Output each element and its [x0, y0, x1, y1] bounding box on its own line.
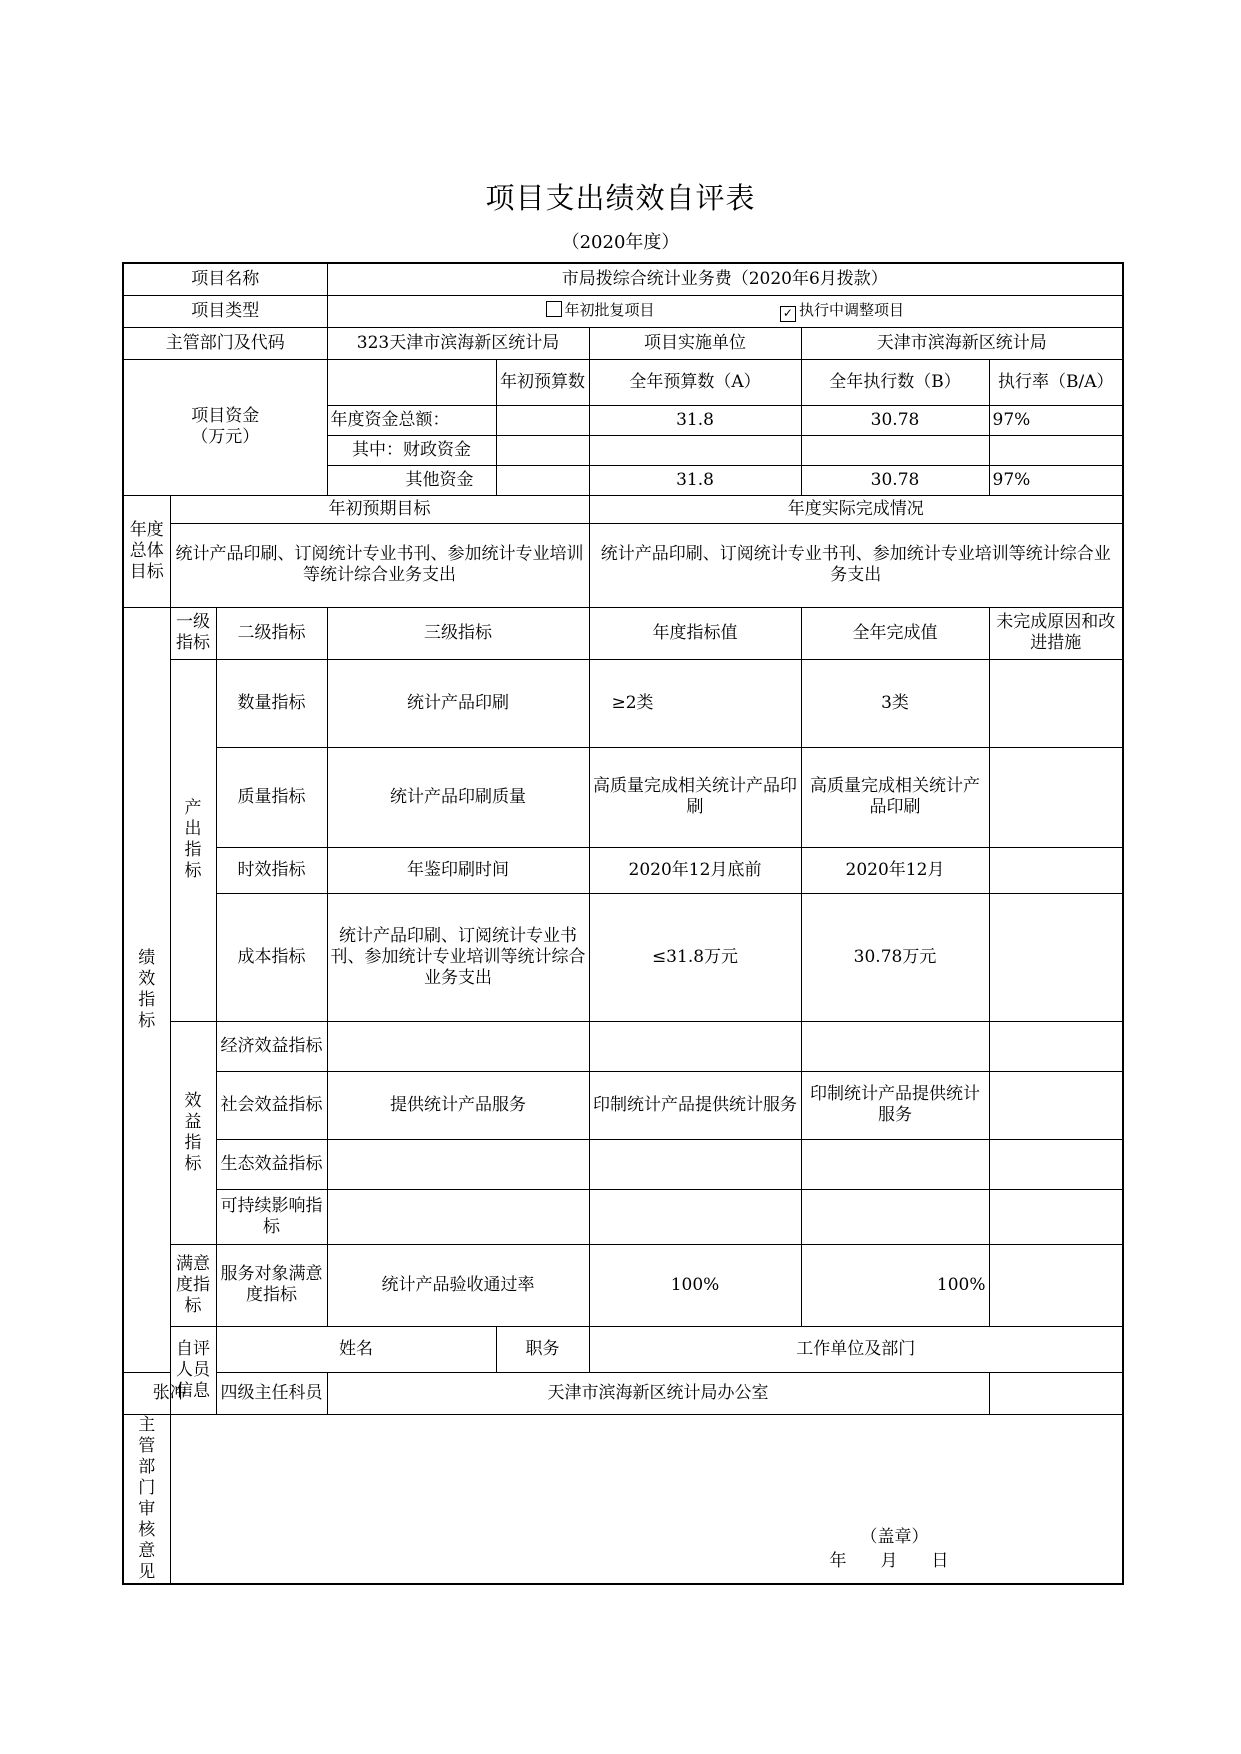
output-l2: 成本指标: [216, 893, 327, 1021]
type-option-adjusted[interactable]: ✓ 执行中调整项目: [780, 300, 904, 322]
benefit-target: 印制统计产品提供统计服务: [589, 1071, 801, 1139]
total-funds-label: 年度资金总额：: [327, 405, 496, 435]
benefit-reason: [989, 1189, 1123, 1244]
other-funds-label: 其他资金: [327, 465, 496, 495]
project-type-label: 项目类型: [123, 295, 327, 327]
benefit-target: [589, 1139, 801, 1189]
benefit-l2: 经济效益指标: [216, 1021, 327, 1071]
benefit-actual: [801, 1189, 989, 1244]
type-option-initial[interactable]: 年初批复项目: [546, 300, 655, 321]
benefit-l2: 生态效益指标: [216, 1139, 327, 1189]
dept-label: 主管部门及代码: [123, 327, 327, 359]
evaluator-position: 四级主任科员: [216, 1372, 327, 1414]
other-budget: 31.8: [589, 465, 801, 495]
output-l2: 质量指标: [216, 747, 327, 847]
output-target: 2020年12月底前: [589, 847, 801, 893]
total-rate: 97%: [989, 405, 1123, 435]
project-type-options: [327, 295, 1123, 327]
satisfaction-reason: [989, 1244, 1123, 1326]
initial-goal-text: 统计产品印刷、订阅统计专业书刊、参加统计专业培训等统计综合业务支出: [170, 523, 589, 607]
benefit-actual: 印制统计产品提供统计服务: [801, 1071, 989, 1139]
level1-header: 一级指标: [170, 607, 216, 659]
satisfaction-actual: 100%: [801, 1244, 989, 1326]
other-initial: [496, 465, 589, 495]
project-name-value: 市局拨综合统计业务费（2020年6月拨款）: [327, 263, 1123, 295]
evaluator-unit-header: 工作单位及部门: [589, 1326, 1123, 1372]
output-actual: 3类: [801, 659, 989, 747]
fiscal-budget: [589, 435, 801, 465]
satisfaction-label: 满意度指标: [170, 1244, 216, 1326]
date-text: 年 月 日: [829, 1550, 949, 1571]
output-l2: 数量指标: [216, 659, 327, 747]
page-subtitle: （2020年度）: [561, 232, 680, 253]
output-target: 高质量完成相关统计产品印刷: [589, 747, 801, 847]
benefit-reason: [989, 1021, 1123, 1071]
total-initial: [496, 405, 589, 435]
output-reason: [989, 747, 1123, 847]
level2-header: 二级指标: [216, 607, 327, 659]
impl-unit-label: 项目实施单位: [589, 327, 801, 359]
benefit-l3: [327, 1189, 589, 1244]
output-l3: 统计产品印刷: [327, 659, 589, 747]
initial-goal-header: 年初预期目标: [170, 495, 589, 523]
annual-goal-label: 年度总体目标: [123, 495, 170, 607]
output-reason: [989, 847, 1123, 893]
review-opinion-cell[interactable]: [170, 1414, 1123, 1584]
initial-budget-header: 年初预算数: [496, 359, 589, 405]
output-l3: 年鉴印刷时间: [327, 847, 589, 893]
annual-budget-header: 全年预算数（A）: [589, 359, 801, 405]
benefit-l2: 可持续影响指标: [216, 1189, 327, 1244]
benefit-l3: 提供统计产品服务: [327, 1071, 589, 1139]
benefit-reason: [989, 1139, 1123, 1189]
actual-done-header: 年度实际完成情况: [589, 495, 1123, 523]
benefit-actual: [801, 1139, 989, 1189]
checkbox-icon[interactable]: [546, 301, 562, 317]
output-target: ≤31.8万元: [589, 893, 801, 1021]
page-title: 项目支出绩效自评表: [485, 181, 756, 215]
benefit-label: 效益指标: [170, 1021, 216, 1244]
output-target: ≥2类: [589, 659, 801, 747]
level3-header: 三级指标: [327, 607, 589, 659]
benefit-l2: 社会效益指标: [216, 1071, 327, 1139]
reason-header: 未完成原因和改进措施: [989, 607, 1123, 659]
evaluator-unit: 天津市滨海新区统计局办公室: [327, 1372, 989, 1414]
annual-exec-header: 全年执行数（B）: [801, 359, 989, 405]
project-funds-label: 项目资金 （万元）: [123, 359, 327, 495]
total-budget: 31.8: [589, 405, 801, 435]
perf-indicators-label: 绩效指标: [123, 607, 170, 1372]
target-header: 年度指标值: [589, 607, 801, 659]
fiscal-funds-label: 其中：财政资金: [327, 435, 496, 465]
benefit-target: [589, 1021, 801, 1071]
satisfaction-target: 100%: [589, 1244, 801, 1326]
output-actual: 高质量完成相关统计产品印刷: [801, 747, 989, 847]
benefit-target: [589, 1189, 801, 1244]
project-name-label: 项目名称: [123, 263, 327, 295]
actual-header: 全年完成值: [801, 607, 989, 659]
other-rate: 97%: [989, 465, 1123, 495]
output-actual: 30.78万元: [801, 893, 989, 1021]
dept-value: 323天津市滨海新区统计局: [327, 327, 589, 359]
output-l3: 统计产品印刷质量: [327, 747, 589, 847]
output-reason: [989, 659, 1123, 747]
satisfaction-l2: 服务对象满意度指标: [216, 1244, 327, 1326]
funds-blank-cell: [327, 359, 496, 405]
output-reason: [989, 893, 1123, 1021]
other-exec: 30.78: [801, 465, 989, 495]
benefit-reason: [989, 1071, 1123, 1139]
actual-done-text: 统计产品印刷、订阅统计专业书刊、参加统计专业培训等统计综合业务支出: [589, 523, 1123, 607]
evaluator-name-header: 姓名: [216, 1326, 496, 1372]
output-l3: 统计产品印刷、订阅统计专业书刊、参加统计专业培训等统计综合业务支出: [327, 893, 589, 1021]
exec-rate-header: 执行率（B/A）: [989, 359, 1123, 405]
benefit-l3: [327, 1139, 589, 1189]
checkbox-checked-icon[interactable]: ✓: [780, 306, 796, 322]
fiscal-rate: [989, 435, 1123, 465]
performance-form: [122, 262, 1124, 1585]
total-exec: 30.78: [801, 405, 989, 435]
satisfaction-l3: 统计产品验收通过率: [327, 1244, 589, 1326]
benefit-l3: [327, 1021, 589, 1071]
output-label: 产出指标: [170, 659, 216, 1021]
output-actual: 2020年12月: [801, 847, 989, 893]
evaluator-position-header: 职务: [496, 1326, 589, 1372]
benefit-actual: [801, 1021, 989, 1071]
fiscal-initial: [496, 435, 589, 465]
self-eval-label: 自评人员信息: [170, 1326, 216, 1414]
evaluator-name: 张冲: [123, 1372, 216, 1414]
impl-unit-value: 天津市滨海新区统计局: [801, 327, 1123, 359]
review-label: 主管部门审核意见: [123, 1414, 170, 1584]
fiscal-exec: [801, 435, 989, 465]
output-l2: 时效指标: [216, 847, 327, 893]
seal-text: （盖章）: [860, 1526, 929, 1547]
